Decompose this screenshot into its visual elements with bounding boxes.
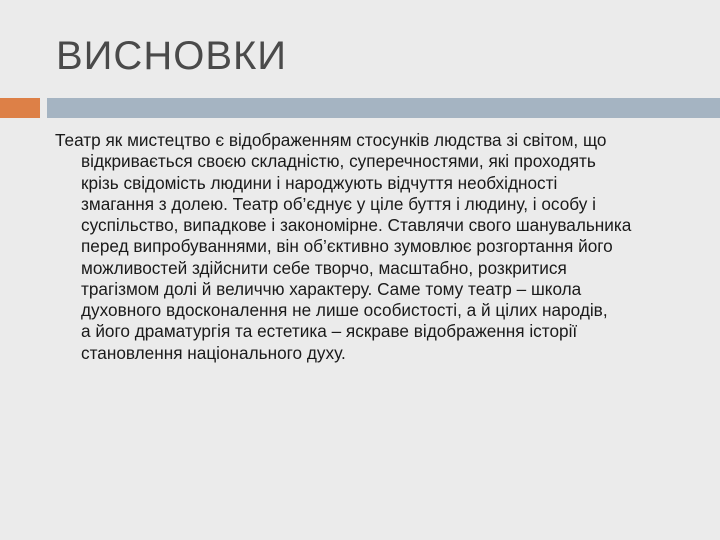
body-line: трагізмом долі й величчю характеру. Саме тому театр – школа xyxy=(81,278,582,299)
title-divider-bar xyxy=(47,98,720,118)
body-paragraph xyxy=(55,130,685,364)
body-line: духовного вдосконалення не лише особистості, а й цілих народів, xyxy=(81,300,608,320)
body-line: можливостей здійснити себе творчо, масштабно, розкритися xyxy=(81,257,567,278)
title-accent-bar xyxy=(0,98,40,118)
body-line: становлення національного духу. xyxy=(81,342,346,363)
body-line: Театр як мистецтво є відображенням стосунків людства зі світом, що xyxy=(55,130,607,150)
body-line: змагання з долею. Театр об’єднує у ціле буття і людину, і особу і xyxy=(81,193,596,214)
body-line: відкривається своєю складністю, суперечностями, які проходять xyxy=(81,151,596,172)
body-line: крізь свідомість людини і народжують відчуття необхідності xyxy=(81,172,558,193)
body-line: перед випробуваннями, він об’єктивно зумовлює розгортання його xyxy=(81,236,613,257)
body-line: суспільство, випадкове і закономірне. Ставлячи свого шанувальника xyxy=(81,215,632,235)
slide-title: ВИСНОВКИ xyxy=(56,34,288,78)
body-line: а його драматургія та естетика – яскраве відображення історії xyxy=(81,321,578,342)
